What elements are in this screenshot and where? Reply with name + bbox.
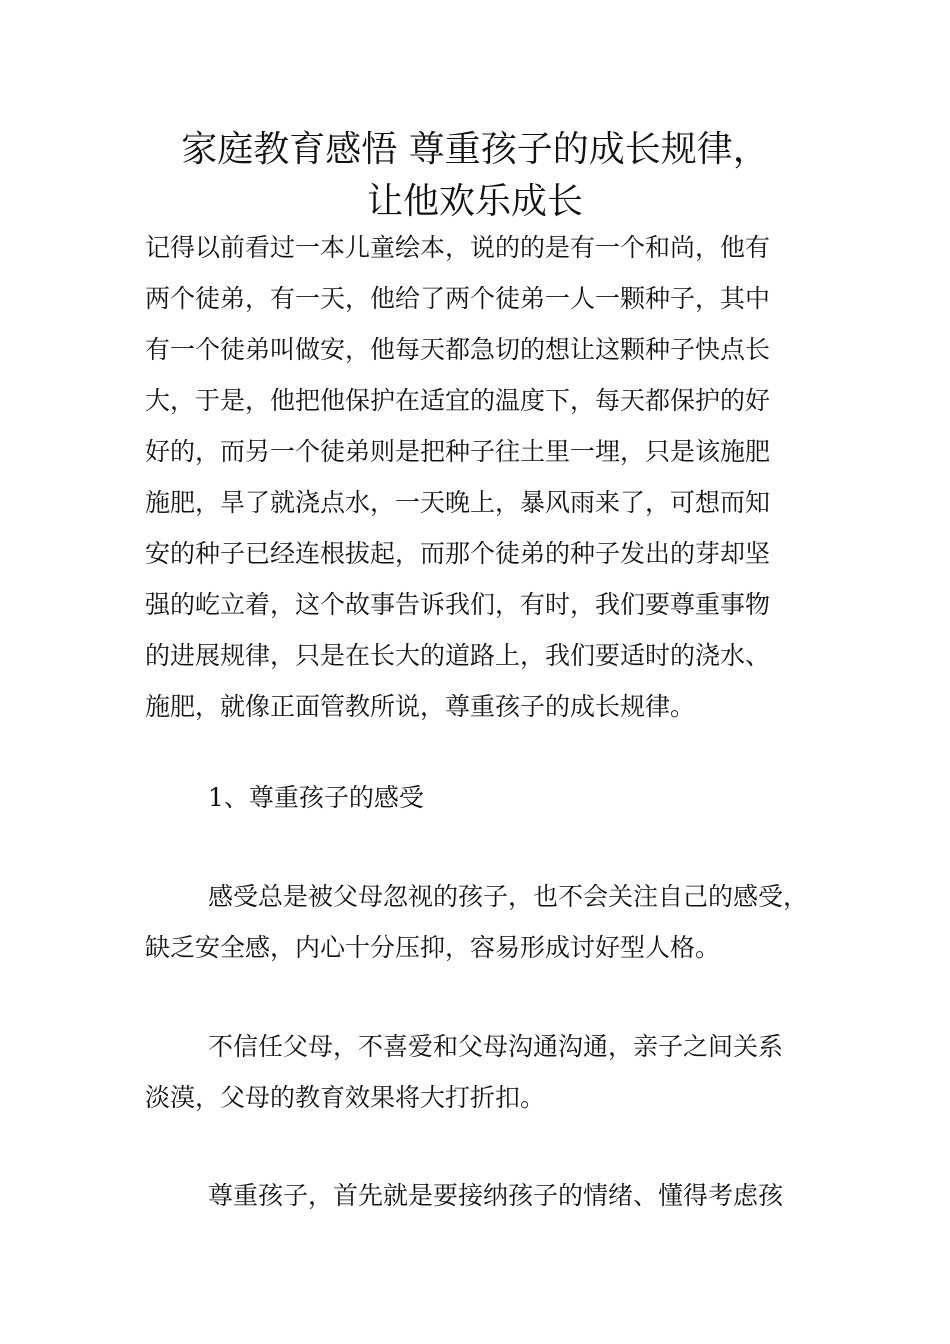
intro-line-9: 的进展规律，只是在长大的道路上，我们要适时的浇水、: [145, 641, 771, 670]
intro-line-1: 记得以前看过一本儿童绘本，说的的是有一个和尚，他有: [145, 233, 771, 262]
section-heading: 1、尊重孩子的感受: [208, 783, 424, 812]
intro-line-6: 施肥，旱了就浇点水，一天晚上，暴风雨来了，可想而知: [145, 488, 771, 517]
paragraph-1-line-1: 感受总是被父母忽视的孩子，也不会关注自己的感受，: [208, 882, 809, 911]
intro-line-4: 大，于是，他把他保护在适宜的温度下，每天都保护的好: [145, 386, 771, 415]
intro-line-3: 有一个徒弟叫做安，他每天都急切的想让这颗种子快点长: [145, 335, 771, 364]
paragraph-1-line-2: 缺乏安全感，内心十分压抑，容易形成讨好型人格。: [145, 933, 721, 962]
paragraph-3-line-1: 尊重孩子，首先就是要接纳孩子的情绪、懂得考虑孩: [208, 1181, 784, 1210]
intro-line-10: 施肥，就像正面管教所说，尊重孩子的成长规律。: [145, 692, 696, 721]
intro-line-8: 强的屹立着，这个故事告诉我们，有时，我们要尊重事物: [145, 590, 771, 619]
paragraph-2-line-1: 不信任父母，不喜爱和父母沟通沟通，亲子之间关系: [208, 1032, 784, 1061]
intro-line-7: 安的种子已经连根拔起，而那个徒弟的种子发出的芽却坚: [145, 539, 771, 568]
paragraph-2-line-2: 淡漠，父母的教育效果将大打折扣。: [145, 1083, 546, 1112]
document-title-line-2: 让他欢乐成长: [366, 181, 583, 222]
intro-line-2: 两个徒弟，有一天，他给了两个徒弟一人一颗种子，其中: [145, 284, 771, 313]
document-title-line-1: 家庭教育感悟 尊重孩子的成长规律，: [181, 129, 769, 170]
intro-line-5: 好的，而另一个徒弟则是把种子往土里一埋，只是该施肥: [145, 437, 771, 466]
